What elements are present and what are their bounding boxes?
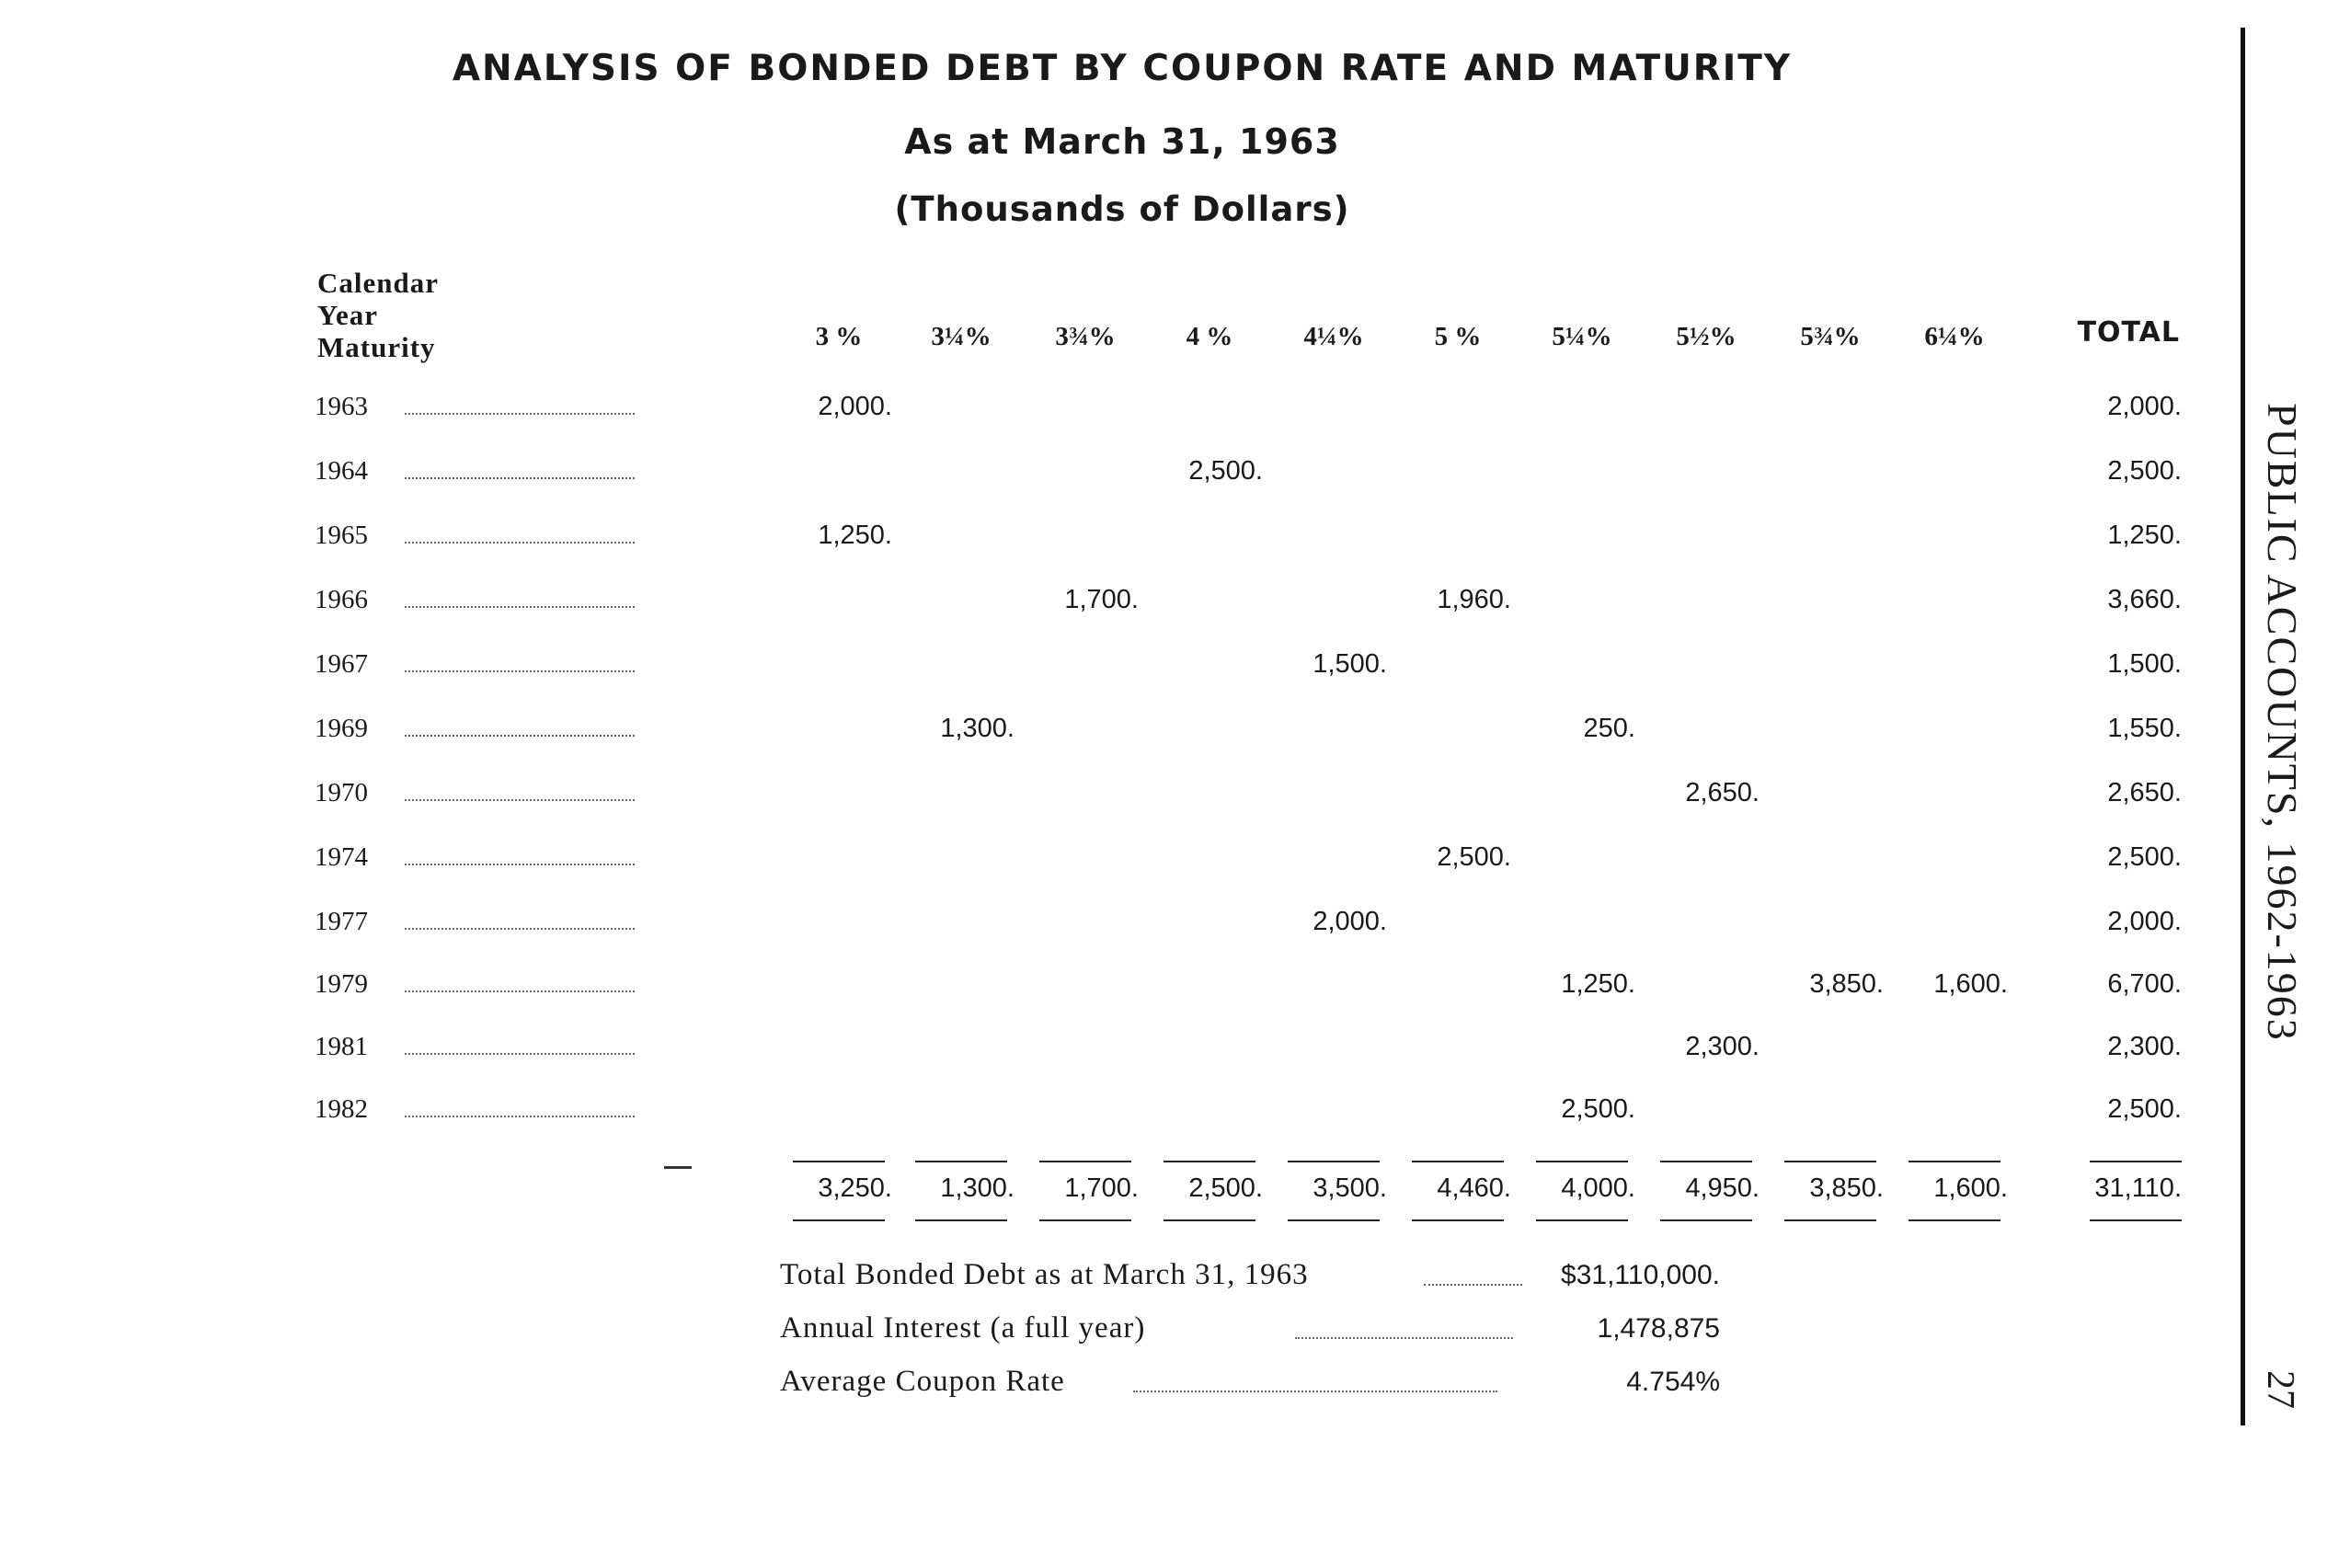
table-row [0,778,2244,833]
rule-segment [1909,1161,2000,1162]
table-cell: 1,300. [940,714,1015,743]
table-title: ANALYSIS OF BONDED DEBT BY COUPON RATE AND MATURITY [452,48,1793,89]
summary-value: $31,110,000. [1561,1260,1720,1290]
total-cell: 1,600. [1933,1173,2008,1203]
summary-label: Annual Interest (a full year) [780,1311,1146,1345]
running-title: PUBLIC ACCOUNTS, 1962-1963 [2259,403,2306,1042]
total-cell: 4,460. [1437,1173,1511,1203]
margin-rule [2241,28,2245,1425]
row-total: 1,500. [2107,649,2182,679]
row-total: 2,650. [2107,778,2182,807]
table-row [0,907,2244,962]
column-header: 5½% [1676,322,1737,351]
row-year: 1969 [315,714,368,743]
table-row [0,714,2244,769]
corner-header [317,267,439,363]
dot-leader [405,990,635,992]
row-total: 2,000. [2107,907,2182,936]
column-header: 3 % [815,322,863,351]
total-cell: 4,950. [1685,1173,1760,1203]
dot-leader [405,1053,635,1055]
table-cell: 2,000. [818,392,892,421]
table-row [0,969,2244,1024]
corner-header-line: Year [317,299,378,331]
table-row [0,456,2244,511]
column-header: 6¼% [1924,322,1985,351]
table-cell: 1,250. [1561,969,1635,999]
rule-segment [793,1161,885,1162]
row-year: 1967 [315,649,368,679]
dot-leader [405,542,635,544]
table-cell: 1,700. [1064,585,1139,614]
row-total: 2,500. [2107,842,2182,872]
total-cell: 2,500. [1188,1173,1263,1203]
column-header: 5¼% [1552,322,1612,351]
rule-segment [1164,1161,1255,1162]
row-year: 1974 [315,842,368,872]
table-units: (Thousands of Dollars) [894,189,1350,229]
summary-label: Total Bonded Debt as at March 31, 1963 [780,1258,1309,1291]
table-cell: 1,960. [1437,585,1511,614]
table-cell: 1,250. [818,521,892,550]
summary-label: Average Coupon Rate [780,1365,1065,1398]
table-row [0,649,2244,704]
total-column-header: TOTAL [2077,316,2180,349]
table-cell: 2,650. [1685,778,1760,807]
row-year: 1981 [315,1032,368,1061]
grand-total: 31,110. [2094,1173,2182,1203]
rule-segment [1412,1161,1504,1162]
table-cell: 2,500. [1561,1094,1635,1124]
row-total: 2,300. [2107,1032,2182,1061]
table-row [0,585,2244,640]
row-total: 3,660. [2107,585,2182,614]
dot-leader [405,477,635,479]
table-subtitle: As at March 31, 1963 [904,121,1340,162]
row-year: 1982 [315,1094,368,1124]
rule-segment [2090,1161,2182,1162]
row-total: 2,500. [2107,456,2182,486]
row-total: 1,250. [2107,521,2182,550]
row-year: 1970 [315,778,368,807]
total-cell: 3,850. [1809,1173,1884,1203]
row-total: 1,550. [2107,714,2182,743]
dot-leader [405,928,635,930]
dot-leader [405,864,635,865]
page-number: 27 [2259,1370,2301,1409]
column-header: 3¼% [931,322,992,351]
rule-segment [915,1161,1007,1162]
table-row [0,842,2244,898]
total-cell: 1,300. [940,1173,1015,1203]
row-year: 1966 [315,585,368,614]
table-cell: 2,300. [1685,1032,1760,1061]
column-header: 4 % [1186,322,1233,351]
column-header: 4¼% [1303,322,1364,351]
table-cell: 2,000. [1313,907,1387,936]
rule-segment [1660,1161,1752,1162]
dot-leader [405,1116,635,1117]
summary-value: 4.754% [1626,1367,1720,1397]
rule-segment [1536,1161,1628,1162]
dot-leader [405,606,635,608]
total-cell: 4,000. [1561,1173,1635,1203]
table-cell: 3,850. [1809,969,1884,999]
totals-row-cells [0,1173,2244,1229]
total-cell: 3,500. [1313,1173,1387,1203]
column-header: 5 % [1434,322,1482,351]
corner-header-line: Maturity [317,331,436,363]
table-cell: 2,500. [1188,456,1263,486]
total-cell: 1,700. [1064,1173,1139,1203]
row-year: 1977 [315,907,368,936]
table-row [0,1094,2244,1150]
row-year: 1979 [315,969,368,999]
row-total: 6,700. [2107,969,2182,999]
dot-leader [405,670,635,672]
table-row [0,521,2244,576]
dot-leader [405,799,635,801]
rule-segment [1039,1161,1131,1162]
column-header: 3¾% [1055,322,1116,351]
dot-leader [1133,1391,1497,1392]
column-header: 5¾% [1800,322,1861,351]
table-row [0,392,2244,447]
rule-segment [1288,1161,1380,1162]
dot-leader [405,735,635,737]
summary-value: 1,478,875 [1597,1313,1720,1344]
table-row [0,1032,2244,1087]
row-total: 2,000. [2107,392,2182,421]
row-total: 2,500. [2107,1094,2182,1124]
table-cell: 250. [1583,714,1635,743]
table-cell: 2,500. [1437,842,1511,872]
margin-mark [664,1166,692,1169]
table-cell: 1,500. [1313,649,1387,679]
table-cell: 1,600. [1933,969,2008,999]
rule-segment [1784,1161,1876,1162]
row-year: 1964 [315,456,368,486]
row-year: 1963 [315,392,368,421]
row-year: 1965 [315,521,368,550]
corner-header-line: Calendar [317,267,439,299]
dot-leader [405,413,635,415]
total-cell: 3,250. [818,1173,892,1203]
